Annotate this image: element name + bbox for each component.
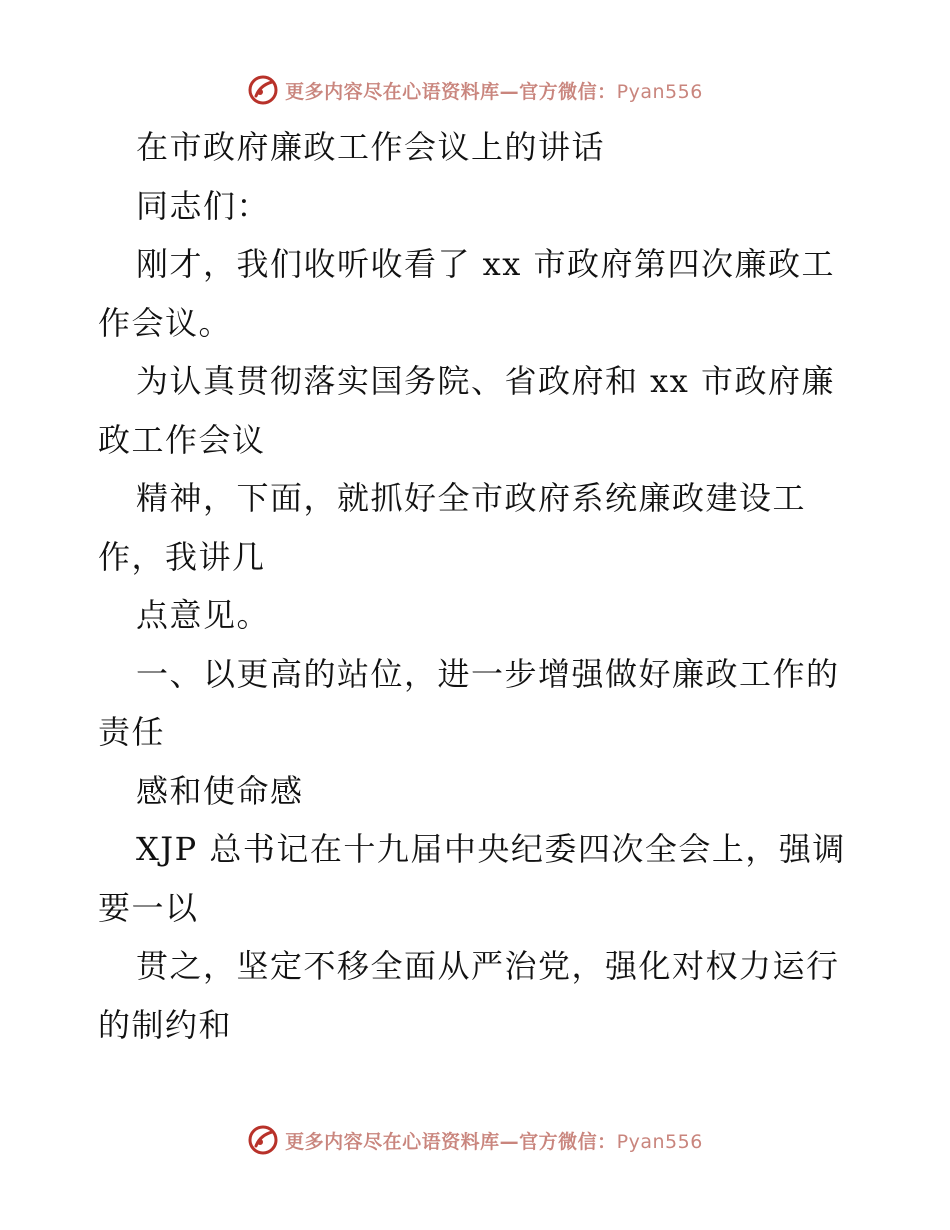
watermark-contact: Pyan556	[616, 80, 703, 103]
watermark-footer	[0, 1120, 950, 1160]
doc-line: 责任	[98, 713, 166, 751]
doc-line: 同志们：	[136, 186, 271, 225]
watermark-text: 更多内容尽在心语资料库—官方微信：Pyan556	[285, 1130, 703, 1153]
doc-line: 作，我讲几	[98, 537, 266, 576]
doc-line: 要一以	[98, 888, 199, 927]
doc-heading: 一、以更高的站位，进一步增强做好廉政工作的	[136, 654, 840, 693]
doc-line: 贯之，坚定不移全面从严治党，强化对权力运行	[136, 947, 840, 985]
brush-seal-logo-icon	[247, 1124, 279, 1156]
doc-line: 刚才，我们收听收看了 xx 市政府第四次廉政工	[136, 245, 835, 283]
doc-title: 在市政府廉政工作会议上的讲话	[136, 128, 606, 166]
doc-line: 为认真贯彻落实国务院、省政府和 xx 市政府廉	[136, 362, 835, 400]
doc-line: 政工作会议	[98, 420, 266, 459]
document-body	[98, 118, 858, 1054]
doc-line: 精神，下面，就抓好全市政府系统廉政建设工	[136, 479, 807, 517]
watermark-contact: Pyan556	[616, 1130, 703, 1153]
doc-line: 点意见。	[136, 596, 271, 634]
watermark-header	[0, 70, 950, 110]
doc-line: 作会议。	[98, 303, 233, 342]
doc-line: XJP 总书记在十九届中央纪委四次全会上，强调	[136, 830, 846, 868]
brush-seal-logo-icon	[247, 74, 279, 106]
doc-line: 的制约和	[98, 1005, 233, 1044]
doc-line: 感和使命感	[136, 771, 304, 810]
watermark-text: 更多内容尽在心语资料库—官方微信：Pyan556	[285, 80, 703, 103]
